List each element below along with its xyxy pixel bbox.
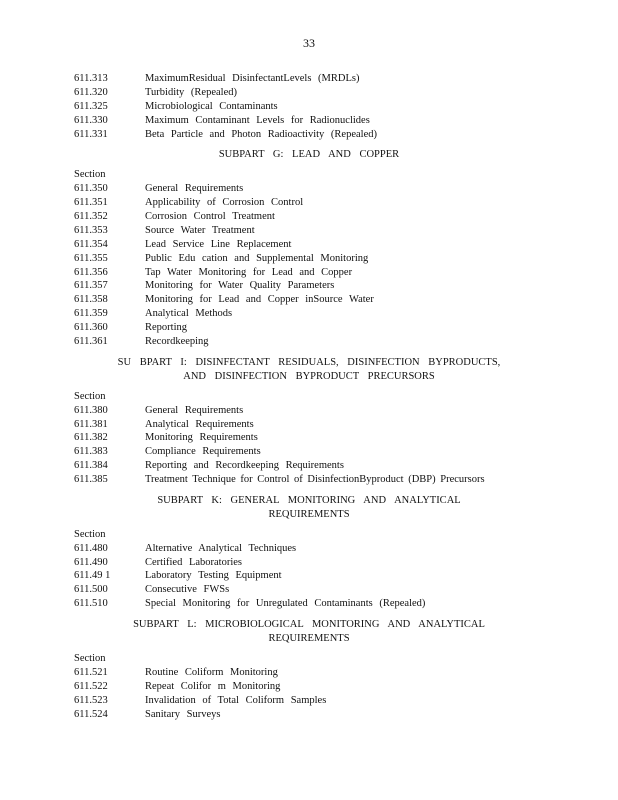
subpart-heading-line: REQUIREMENTS [268,508,350,520]
subpart-heading-line: SUBPART L: MICROBIOLOGICAL MONITORING AND ANALYTICAL [133,619,485,631]
section-title: General Requirements [145,404,244,416]
section-number: 611.352 [74,211,108,223]
toc-block [74,494,544,611]
table-of-contents [74,72,544,721]
toc-row [74,708,544,722]
section-number: 611.331 [74,128,108,140]
section-number: 611.382 [74,432,108,444]
section-title: Source Water Treatment [145,224,255,236]
subpart-heading [74,618,544,646]
section-number: 611.325 [74,100,108,112]
section-title: Certified Laboratories [145,556,243,568]
toc-row [74,279,544,293]
toc-row [74,293,544,307]
toc-row [74,418,544,432]
section-title: Lead Service Line Replacement [145,238,292,250]
section-title: Alternative Analytical Techniques [145,542,297,554]
section-number: 611.384 [74,460,108,472]
section-number: 611.356 [74,266,108,278]
section-number: 611.359 [74,308,108,320]
section-number: 611.360 [74,322,108,334]
toc-row [74,114,544,128]
subpart-heading [74,148,544,162]
section-number: 611.524 [74,708,108,720]
section-title: Applicability of Corrosion Control [145,197,304,209]
section-title: Reporting [145,322,187,334]
toc-row [74,307,544,321]
toc-row [74,597,544,611]
section-title: Invalidation of Total Coliform Samples [145,694,327,706]
toc-row [74,666,544,680]
section-title: Analytical Requirements [145,418,254,430]
toc-row [74,459,544,473]
toc-row [74,431,544,445]
section-number: 611.521 [74,666,108,678]
toc-row [74,404,544,418]
section-number: 611.480 [74,542,108,554]
toc-row [74,680,544,694]
section-title: Beta Particle and Photon Radioactivity (Repealed) [145,128,377,140]
section-title: MaximumResidual DisinfectantLevels (MRDLs) [145,73,360,84]
section-title: Monitoring for Lead and Copper inSource Water [145,294,374,306]
section-number: 611.320 [74,86,108,98]
section-number: 611.350 [74,183,108,195]
toc-row [74,210,544,224]
section-title: Tap Water Monitoring for Lead and Copper [145,266,353,278]
section-title: Treatment Technique for Control of DisinfectionByproduct (DBP) Precursors [145,474,485,486]
toc-block [74,618,544,721]
toc-row [74,128,544,142]
toc-row [74,542,544,556]
toc-row [74,583,544,597]
section-title: Laboratory Testing Equipment [145,570,282,582]
section-number: 611.330 [74,114,108,126]
toc-row [74,182,544,196]
section-title: General Requirements [145,183,244,195]
toc-row [74,694,544,708]
subpart-heading-line: SU BPART I: DISINFECTANT RESIDUALS, DISINFECTION BYPRODUCTS, [117,356,501,368]
section-number: 611.357 [74,280,108,292]
toc-row [74,72,544,86]
toc-row [74,569,544,583]
toc-block [74,356,544,487]
section-number: 611.510 [74,598,108,610]
section-title: Reporting and Recordkeeping Requirements [145,460,344,472]
section-number: 611.353 [74,224,108,236]
section-column-label: Section [74,528,106,540]
subpart-heading-line: SUBPART K: GENERAL MONITORING AND ANALYTICAL [157,494,461,506]
section-title: Consecutive FWSs [145,584,230,596]
toc-row [74,266,544,280]
toc-row [74,473,544,487]
section-title: Special Monitoring for Unregulated Contaminants (Repealed) [145,598,426,610]
section-number: 611.385 [74,474,108,486]
toc-row [74,321,544,335]
section-title: Corrosion Control Treatment [145,211,275,223]
section-number: 611.355 [74,252,108,264]
toc-row [74,238,544,252]
toc-row [74,556,544,570]
subpart-heading-line: REQUIREMENTS [268,633,350,645]
section-number: 611.351 [74,197,108,209]
toc-row [74,445,544,459]
section-title: Recordkeeping [145,336,209,348]
section-title: Turbidity (Repealed) [145,86,237,98]
section-title: Monitoring for Water Quality Parameters [145,280,335,292]
toc-block [74,148,544,348]
page-number: 33 [303,36,315,50]
section-title: Maximum Contaminant Levels for Radionuclides [145,114,370,126]
section-title: Repeat Colifor m Monitoring [145,680,281,692]
section-number: 611.381 [74,418,108,430]
section-number: 611.313 [74,73,108,84]
section-column-label: Section [74,169,106,181]
section-title: Analytical Methods [145,308,233,320]
section-number: 611.361 [74,336,108,348]
section-number: 611.49 1 [74,570,111,582]
section-title: Public Edu cation and Supplemental Monitoring [145,252,369,264]
section-number: 611.383 [74,446,108,458]
section-title: Monitoring Requirements [145,432,258,444]
section-number: 611.500 [74,584,108,596]
section-number: 611.522 [74,680,108,692]
toc-row [74,100,544,114]
section-number: 611.354 [74,238,108,250]
section-number: 611.490 [74,556,108,568]
toc-row [74,335,544,349]
toc-row [74,86,544,100]
subpart-heading-line: SUBPART G: LEAD AND COPPER [218,149,400,161]
section-number: 611.523 [74,694,108,706]
section-number: 611.380 [74,404,108,416]
toc-row [74,252,544,266]
section-title: Sanitary Surveys [145,708,221,720]
section-title: Compliance Requirements [145,446,261,458]
section-column-label: Section [74,390,106,402]
section-column-label: Section [74,652,106,664]
section-title: Microbiological Contaminants [145,100,278,112]
toc-row [74,224,544,238]
toc-block [74,72,544,141]
section-title: Routine Coliform Monitoring [145,666,278,678]
toc-row [74,196,544,210]
section-number: 611.358 [74,294,108,306]
subpart-heading [74,356,544,384]
subpart-heading [74,494,544,522]
subpart-heading-line: AND DISINFECTION BYPRODUCT PRECURSORS [183,370,435,382]
